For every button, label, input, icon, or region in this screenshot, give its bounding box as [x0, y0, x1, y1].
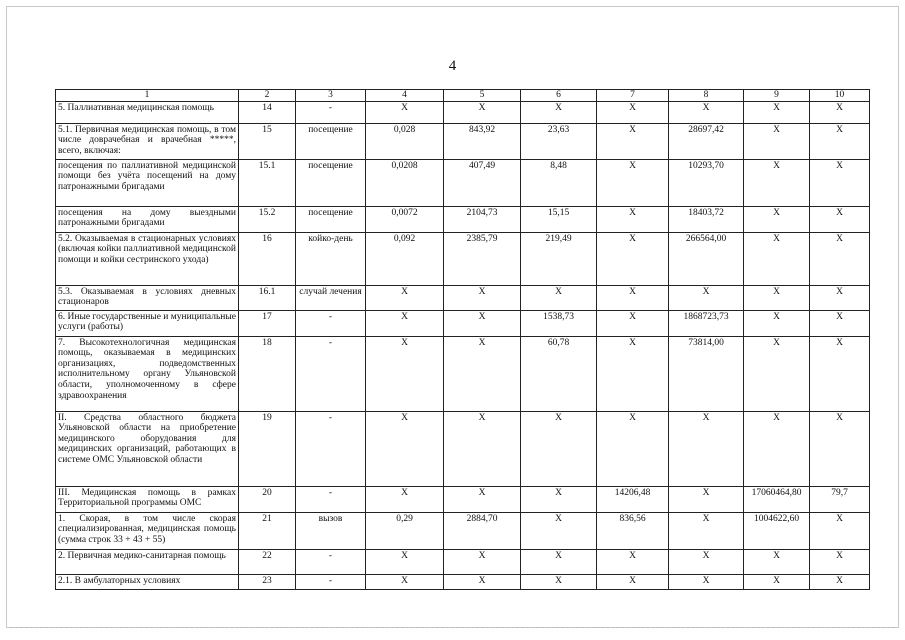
value-cell: X — [597, 336, 669, 411]
table-row — [56, 101, 870, 123]
column-header: 6 — [521, 90, 597, 102]
value-cell: 17060464,80 — [744, 486, 810, 512]
column-header: 9 — [744, 90, 810, 102]
column-header: 8 — [669, 90, 744, 102]
value-cell: X — [366, 486, 444, 512]
table-row — [56, 310, 870, 336]
value-cell: 18403,72 — [669, 206, 744, 232]
value-cell: 0,0072 — [366, 206, 444, 232]
value-cell: X — [366, 549, 444, 574]
value-cell: X — [810, 411, 870, 486]
table-row — [56, 574, 870, 589]
value-cell: 73814,00 — [669, 336, 744, 411]
column-header: 5 — [444, 90, 521, 102]
value-cell: - — [296, 101, 366, 123]
value-cell: X — [597, 574, 669, 589]
value-cell: X — [810, 206, 870, 232]
value-cell: 2884,70 — [444, 512, 521, 549]
table-row — [56, 486, 870, 512]
value-cell: X — [597, 232, 669, 285]
table-row — [56, 159, 870, 206]
value-cell: 1868723,73 — [669, 310, 744, 336]
value-cell: X — [444, 336, 521, 411]
value-cell: случай лечения — [296, 285, 366, 310]
value-cell: X — [366, 310, 444, 336]
table-row — [56, 336, 870, 411]
value-cell: X — [669, 574, 744, 589]
value-cell: 1538,73 — [521, 310, 597, 336]
value-cell: X — [810, 512, 870, 549]
value-cell: 0,29 — [366, 512, 444, 549]
value-cell: X — [744, 159, 810, 206]
row-label-cell: 5. Паллиативная медицинская помощь — [56, 101, 239, 123]
value-cell: X — [366, 411, 444, 486]
table-row — [56, 123, 870, 159]
value-cell: X — [744, 336, 810, 411]
value-cell: X — [521, 549, 597, 574]
value-cell: 10293,70 — [669, 159, 744, 206]
column-header: 1 — [56, 90, 239, 102]
value-cell: X — [744, 101, 810, 123]
row-label-cell: II. Средства областного бюджета Ульяновской области на приобретение медицинского оборудования для медицинских организаций, работающих в системе ОМС Ульяновской области — [56, 411, 239, 486]
row-label-cell: III. Медицинская помощь в рамках Территориальной программы ОМС — [56, 486, 239, 512]
table-row — [56, 512, 870, 549]
value-cell: X — [521, 285, 597, 310]
value-cell: X — [744, 574, 810, 589]
value-cell: - — [296, 486, 366, 512]
value-cell: X — [669, 285, 744, 310]
value-cell: X — [810, 310, 870, 336]
column-header: 2 — [239, 90, 296, 102]
value-cell: X — [366, 336, 444, 411]
value-cell: 22 — [239, 549, 296, 574]
column-header: 4 — [366, 90, 444, 102]
value-cell: X — [366, 101, 444, 123]
value-cell: X — [810, 574, 870, 589]
value-cell: X — [597, 411, 669, 486]
value-cell: 16 — [239, 232, 296, 285]
value-cell: - — [296, 336, 366, 411]
value-cell: X — [521, 486, 597, 512]
value-cell: X — [810, 101, 870, 123]
value-cell: 0,028 — [366, 123, 444, 159]
value-cell: 836,56 — [597, 512, 669, 549]
value-cell: X — [810, 159, 870, 206]
value-cell: X — [744, 206, 810, 232]
value-cell: X — [521, 101, 597, 123]
value-cell: X — [444, 486, 521, 512]
value-cell: 79,7 — [810, 486, 870, 512]
value-cell: - — [296, 549, 366, 574]
column-header: 10 — [810, 90, 870, 102]
table-row — [56, 549, 870, 574]
value-cell: X — [597, 549, 669, 574]
value-cell: X — [744, 285, 810, 310]
row-label-cell: посещения по паллиативной медицинской помощи без учёта посещений на дому патронажными бригадами — [56, 159, 239, 206]
value-cell: 14 — [239, 101, 296, 123]
value-cell: X — [597, 123, 669, 159]
value-cell: 15 — [239, 123, 296, 159]
value-cell: 19 — [239, 411, 296, 486]
value-cell: X — [444, 101, 521, 123]
row-label-cell: 6. Иные государственные и муниципальные услуги (работы) — [56, 310, 239, 336]
value-cell: 0,0208 — [366, 159, 444, 206]
value-cell: X — [669, 512, 744, 549]
value-cell: 8,48 — [521, 159, 597, 206]
row-label-cell: 5.3. Оказываемая в условиях дневных стационаров — [56, 285, 239, 310]
value-cell: 60,78 — [521, 336, 597, 411]
value-cell: X — [444, 411, 521, 486]
value-cell: 1004622,60 — [744, 512, 810, 549]
value-cell: койко-день — [296, 232, 366, 285]
value-cell: посещение — [296, 159, 366, 206]
column-header: 3 — [296, 90, 366, 102]
table-row — [56, 232, 870, 285]
header-row — [56, 90, 870, 102]
value-cell: X — [744, 310, 810, 336]
value-cell: 18 — [239, 336, 296, 411]
value-cell: 843,92 — [444, 123, 521, 159]
value-cell: X — [597, 159, 669, 206]
value-cell: X — [669, 486, 744, 512]
scan-artifact-line — [10, 627, 895, 628]
value-cell: 17 — [239, 310, 296, 336]
value-cell: 14206,48 — [597, 486, 669, 512]
value-cell: - — [296, 411, 366, 486]
financing-table — [55, 89, 870, 590]
table-row — [56, 411, 870, 486]
value-cell: вызов — [296, 512, 366, 549]
value-cell: X — [669, 549, 744, 574]
value-cell: X — [521, 512, 597, 549]
value-cell: 0,092 — [366, 232, 444, 285]
value-cell: 2104,73 — [444, 206, 521, 232]
value-cell: - — [296, 574, 366, 589]
row-label-cell: 5.1. Первичная медицинская помощь, в том числе доврачебная и врачебная *****, всего, включая: — [56, 123, 239, 159]
row-label-cell: 2.1. В амбулаторных условиях — [56, 574, 239, 589]
value-cell: X — [744, 232, 810, 285]
value-cell: 15.1 — [239, 159, 296, 206]
value-cell: 23,63 — [521, 123, 597, 159]
value-cell: посещение — [296, 206, 366, 232]
value-cell: X — [597, 206, 669, 232]
value-cell: X — [810, 232, 870, 285]
row-label-cell: 1. Скорая, в том числе скорая специализированная, медицинская помощь (сумма строк 33 + 43 + 55) — [56, 512, 239, 549]
value-cell: X — [810, 285, 870, 310]
value-cell: X — [366, 574, 444, 589]
value-cell: X — [521, 411, 597, 486]
value-cell: X — [810, 549, 870, 574]
value-cell: 2385,79 — [444, 232, 521, 285]
value-cell: X — [744, 123, 810, 159]
value-cell: X — [669, 411, 744, 486]
value-cell: 20 — [239, 486, 296, 512]
value-cell: X — [744, 549, 810, 574]
value-cell: X — [597, 310, 669, 336]
value-cell: 407,49 — [444, 159, 521, 206]
value-cell: X — [669, 101, 744, 123]
value-cell: 219,49 — [521, 232, 597, 285]
value-cell: X — [521, 574, 597, 589]
value-cell: X — [444, 549, 521, 574]
value-cell: X — [810, 123, 870, 159]
row-label-cell: посещения на дому выездными патронажными бригадами — [56, 206, 239, 232]
value-cell: - — [296, 310, 366, 336]
value-cell: X — [597, 285, 669, 310]
value-cell: X — [366, 285, 444, 310]
row-label-cell: 7. Высокотехнологичная медицинская помощь, оказываемая в медицинских организациях, подведомственных исполнительному органу Ульяновской области, уполномоченному в сфере здравоохранения — [56, 336, 239, 411]
value-cell: X — [810, 336, 870, 411]
table-row — [56, 206, 870, 232]
table-row — [56, 285, 870, 310]
value-cell: 15.2 — [239, 206, 296, 232]
row-label-cell: 5.2. Оказываемая в стационарных условиях (включая койки паллиативной медицинской помощи и койки сестринского ухода) — [56, 232, 239, 285]
value-cell: 23 — [239, 574, 296, 589]
value-cell: 266564,00 — [669, 232, 744, 285]
value-cell: X — [444, 285, 521, 310]
value-cell: 15,15 — [521, 206, 597, 232]
value-cell: X — [744, 411, 810, 486]
row-label-cell: 2. Первичная медико-санитарная помощь — [56, 549, 239, 574]
value-cell: X — [444, 574, 521, 589]
value-cell: посещение — [296, 123, 366, 159]
page-number: 4 — [448, 58, 457, 74]
value-cell: X — [597, 101, 669, 123]
column-header: 7 — [597, 90, 669, 102]
value-cell: 21 — [239, 512, 296, 549]
value-cell: X — [444, 310, 521, 336]
value-cell: 28697,42 — [669, 123, 744, 159]
value-cell: 16.1 — [239, 285, 296, 310]
